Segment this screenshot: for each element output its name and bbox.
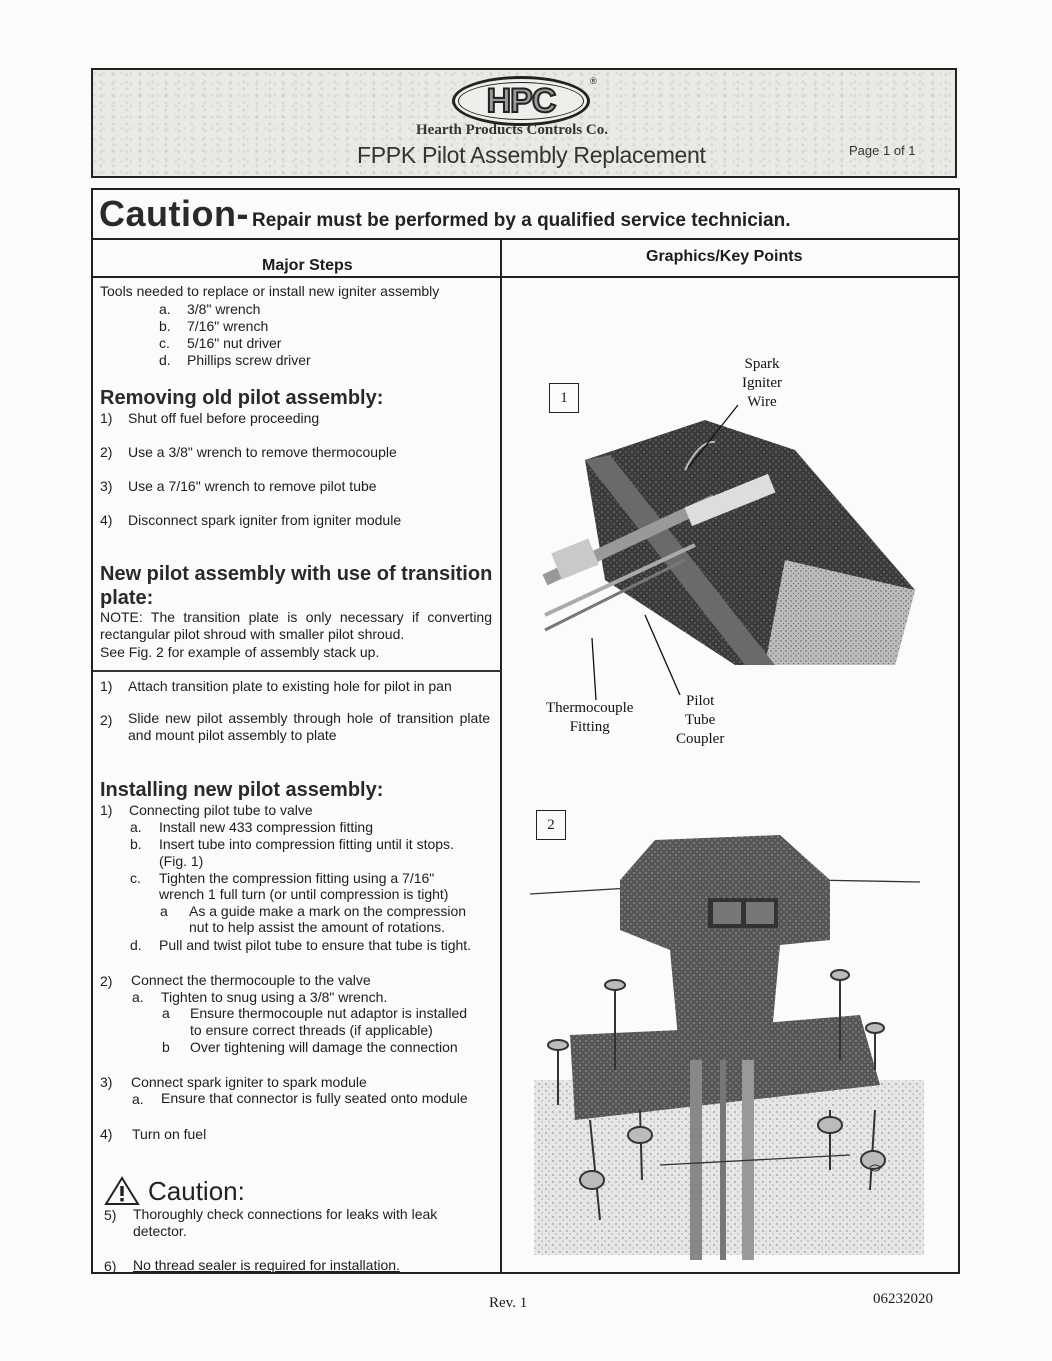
sub-substep-text: Over tightening will damage the connection	[190, 1039, 458, 1055]
callout-line: Pilot	[685, 693, 715, 709]
sub-substep-label: a	[162, 1005, 170, 1021]
registered-mark: ®	[590, 76, 597, 86]
figure-number: 1	[560, 389, 568, 406]
callout-line: Tube	[685, 712, 716, 728]
sub-substep-label: a	[160, 903, 168, 919]
step-text: Disconnect spark igniter from igniter module	[128, 512, 402, 528]
column-header-major-steps: Major Steps	[262, 257, 353, 274]
substep-text: Tighten to snug using a 3/8" wrench.	[161, 989, 388, 1005]
step-number: 1)	[100, 678, 113, 694]
substep-text: Install new 433 compression fitting	[159, 819, 373, 835]
caution-banner-text: Repair must be performed by a qualified service technician.	[252, 210, 791, 231]
substep-label: c.	[130, 870, 141, 886]
callout-line: Igniter	[742, 375, 782, 391]
step-text: Slide new pilot assembly through hole of transition plate and mount pilot assembly to plate	[128, 710, 490, 743]
substep-label: a.	[132, 989, 144, 1005]
sub-substep-text: As a guide make a mark on the compression	[189, 903, 467, 919]
substep-text-cont: (Fig. 1)	[159, 853, 204, 869]
tool-label: a.	[159, 301, 171, 317]
logo-text: HPC	[486, 82, 556, 120]
tool-label: c.	[159, 335, 170, 351]
step-text: Connect spark igniter to spark module	[131, 1074, 367, 1090]
column-header-graphics: Graphics/Key Points	[646, 248, 803, 265]
substep-label: b.	[130, 836, 142, 852]
substep-text: Ensure that connector is fully seated onto module	[161, 1090, 468, 1106]
company-name: Hearth Products Controls Co.	[416, 122, 608, 138]
tool-label: d.	[159, 352, 171, 368]
step-number: 3)	[100, 478, 113, 494]
step-text: Use a 7/16" wrench to remove pilot tube	[128, 478, 377, 494]
callout-pilot-tube-coupler	[676, 692, 724, 749]
step-text: Thoroughly check connections for leaks with leak	[133, 1206, 438, 1222]
warning-triangle-icon	[104, 1176, 140, 1206]
step-number: 2)	[100, 973, 113, 989]
step-number: 1)	[100, 410, 113, 426]
caution-heading	[104, 1176, 245, 1206]
substep-text: Tighten the compression fitting using a 7/16"	[159, 870, 435, 886]
column-header-row	[91, 240, 960, 278]
callout-line: Coupler	[676, 731, 725, 747]
callout-thermocouple-fitting	[546, 699, 633, 737]
tool-item: Phillips screw driver	[187, 352, 311, 368]
substep-label: a.	[132, 1091, 144, 1107]
section-heading-transition: New pilot assembly with use of transition	[100, 563, 493, 585]
step-text: Use a 3/8" wrench to remove thermocouple	[128, 444, 397, 460]
section-heading-transition-cont: plate:	[100, 587, 154, 609]
tool-item: 7/16" wrench	[187, 318, 269, 334]
step-number: 4)	[100, 512, 113, 528]
figure-2-assembly-stackup-photo	[530, 830, 930, 1260]
step-text-cont: detector.	[133, 1223, 187, 1239]
sub-substep-text: Ensure thermocouple nut adaptor is installed	[190, 1005, 468, 1021]
callout-line: Thermocouple	[546, 700, 634, 716]
caution-heading-text: Caution:	[148, 1176, 245, 1206]
page-number: Page 1 of 1	[849, 143, 916, 158]
section-heading-installing: Installing new pilot assembly:	[100, 779, 384, 801]
callout-line: Spark	[744, 356, 780, 372]
step-number: 4)	[100, 1126, 113, 1142]
tool-label: b.	[159, 318, 171, 334]
step-number: 3)	[100, 1074, 113, 1090]
tools-intro: Tools needed to replace or install new igniter assembly	[100, 283, 440, 299]
step-text: Shut off fuel before proceeding	[128, 410, 320, 426]
tool-item: 3/8" wrench	[187, 301, 261, 317]
callout-spark-igniter-wire	[742, 355, 782, 412]
step-text: Connecting pilot tube to valve	[129, 802, 313, 818]
tool-item: 5/16" nut driver	[187, 335, 282, 351]
callout-line: Fitting	[569, 719, 610, 735]
substep-label: a.	[130, 819, 142, 835]
transition-see-fig: See Fig. 2 for example of assembly stack up.	[100, 644, 380, 660]
document-number: 06232020	[873, 1291, 933, 1307]
document-title: FPPK Pilot Assembly Replacement	[357, 142, 706, 168]
sub-substep-text-cont: nut to help assist the amount of rotations.	[189, 919, 446, 935]
revision-label: Rev. 1	[489, 1295, 528, 1311]
substep-text: Pull and twist pilot tube to ensure that tube is tight.	[159, 937, 472, 953]
step-text: No thread sealer is required for installation.	[133, 1257, 400, 1273]
substep-text: Insert tube into compression fitting until it stops.	[159, 836, 454, 852]
figure-number: 2	[547, 816, 555, 833]
step-text: Turn on fuel	[132, 1126, 207, 1142]
substep-label: d.	[130, 937, 142, 953]
row-divider	[93, 670, 501, 672]
transition-note: NOTE: The transition plate is only necessary if converting rectangular pilot shroud with smaller pilot shroud.	[100, 609, 492, 642]
sub-substep-text-cont: to ensure correct threads (if applicable)	[190, 1022, 433, 1038]
step-number: 5)	[104, 1207, 117, 1223]
step-number: 1)	[100, 802, 113, 818]
section-heading-removing: Removing old pilot assembly:	[100, 387, 384, 409]
step-text: Attach transition plate to existing hole for pilot in pan	[128, 678, 452, 694]
sub-substep-label: b	[162, 1039, 170, 1055]
figure-1-callout-lines	[500, 380, 960, 720]
callout-line: Wire	[747, 394, 777, 410]
hpc-logo	[452, 76, 590, 126]
caution-banner-word: Caution-	[99, 193, 249, 234]
step-number: 2)	[100, 444, 113, 460]
step-number: 2)	[100, 712, 113, 728]
substep-text-cont: wrench 1 full turn (or until compression is tight)	[159, 886, 449, 902]
step-text: Connect the thermocouple to the valve	[131, 972, 371, 988]
step-number: 6)	[104, 1258, 117, 1274]
